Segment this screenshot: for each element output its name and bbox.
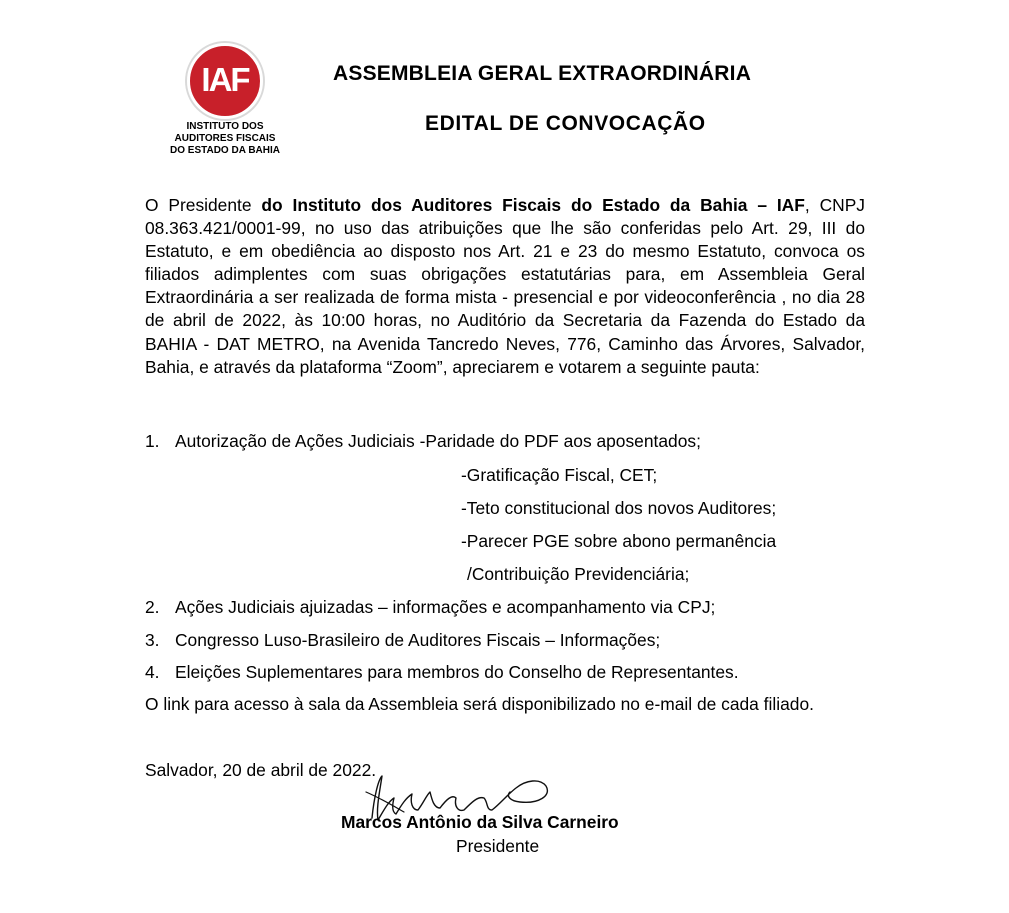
institute-name: do Instituto dos Auditores Fiscais do Estado da Bahia – IAF [261, 195, 805, 215]
agenda-item-number: 2. [145, 597, 160, 617]
agenda-item-number: 1. [145, 431, 160, 451]
iaf-logo-emblem [187, 43, 263, 119]
agenda-sub-item: -Gratificação Fiscal, CET; [461, 465, 658, 485]
convocation-text: , CNPJ 08.363.421/0001-99, no uso das atribuições que lhe são conferidas pelo Art. 29, III do Estatuto, e em obediência ao disposto nos Art. 21 e 23 do mesmo Estatuto, convoca os filiados adimplentes com suas obrigações estatutárias para, em Assembleia Geral Extraordinária a ser realizada de forma mista - presencial e por videoconferência , no dia 28 de abril de 2022, às 10:00 horas, no Auditório da Secretaria da Fazenda do Estado da BAHIA - DAT METRO, na Avenida Tancredo Neves, 776, Caminho das Árvores, Salvador, Bahia, e através da plataforma “Zoom”, apreciarem e votarem a seguinte pauta: [145, 195, 865, 377]
agenda-item-text: Ações Judiciais ajuizadas – informações e acompanhamento via CPJ; [175, 597, 716, 617]
document-subtitle: EDITAL DE CONVOCAÇÃO [425, 112, 706, 135]
convocation-paragraph [145, 194, 865, 379]
agenda-item-text: Eleições Suplementares para membros do Conselho de Representantes. [175, 662, 739, 682]
agenda-item-number: 4. [145, 662, 160, 682]
agenda-item-number: 3. [145, 630, 160, 650]
agenda-item-3 [145, 630, 660, 651]
agenda-sub-item: /Contribuição Previdenciária; [467, 564, 690, 584]
logo-org-line-3: DO ESTADO DA BAHIA [170, 145, 280, 156]
agenda-item-text: Autorização de Ações Judiciais -Paridade do PDF aos aposentados; [175, 431, 701, 451]
agenda-item-text: Congresso Luso-Brasileiro de Auditores Fiscais – Informações; [175, 630, 661, 650]
logo-org-line-1: INSTITUTO DOS [186, 121, 264, 132]
intro-text: O Presidente [145, 195, 262, 215]
iaf-logo-mark: IAF [201, 61, 249, 98]
agenda-item-4 [145, 662, 739, 683]
place-date: Salvador, 20 de abril de 2022. [145, 760, 377, 780]
link-note: O link para acesso à sala da Assembleia será disponibilizado no e-mail de cada filiado. [145, 694, 814, 714]
signer-role: Presidente [456, 836, 540, 856]
iaf-logo [150, 40, 300, 165]
logo-org-line-2: AUDITORES FISCAIS [174, 133, 276, 144]
agenda-sub-item: -Teto constitucional dos novos Auditores; [461, 498, 777, 518]
signer-name: Marcos Antônio da Silva Carneiro [341, 812, 619, 832]
agenda-sub-item: -Parecer PGE sobre abono permanência [461, 531, 777, 551]
agenda-item-1 [145, 431, 701, 452]
iaf-logo-text [150, 121, 300, 157]
document-title: ASSEMBLEIA GERAL EXTRAORDINÁRIA [333, 62, 752, 85]
agenda-item-2 [145, 597, 715, 618]
